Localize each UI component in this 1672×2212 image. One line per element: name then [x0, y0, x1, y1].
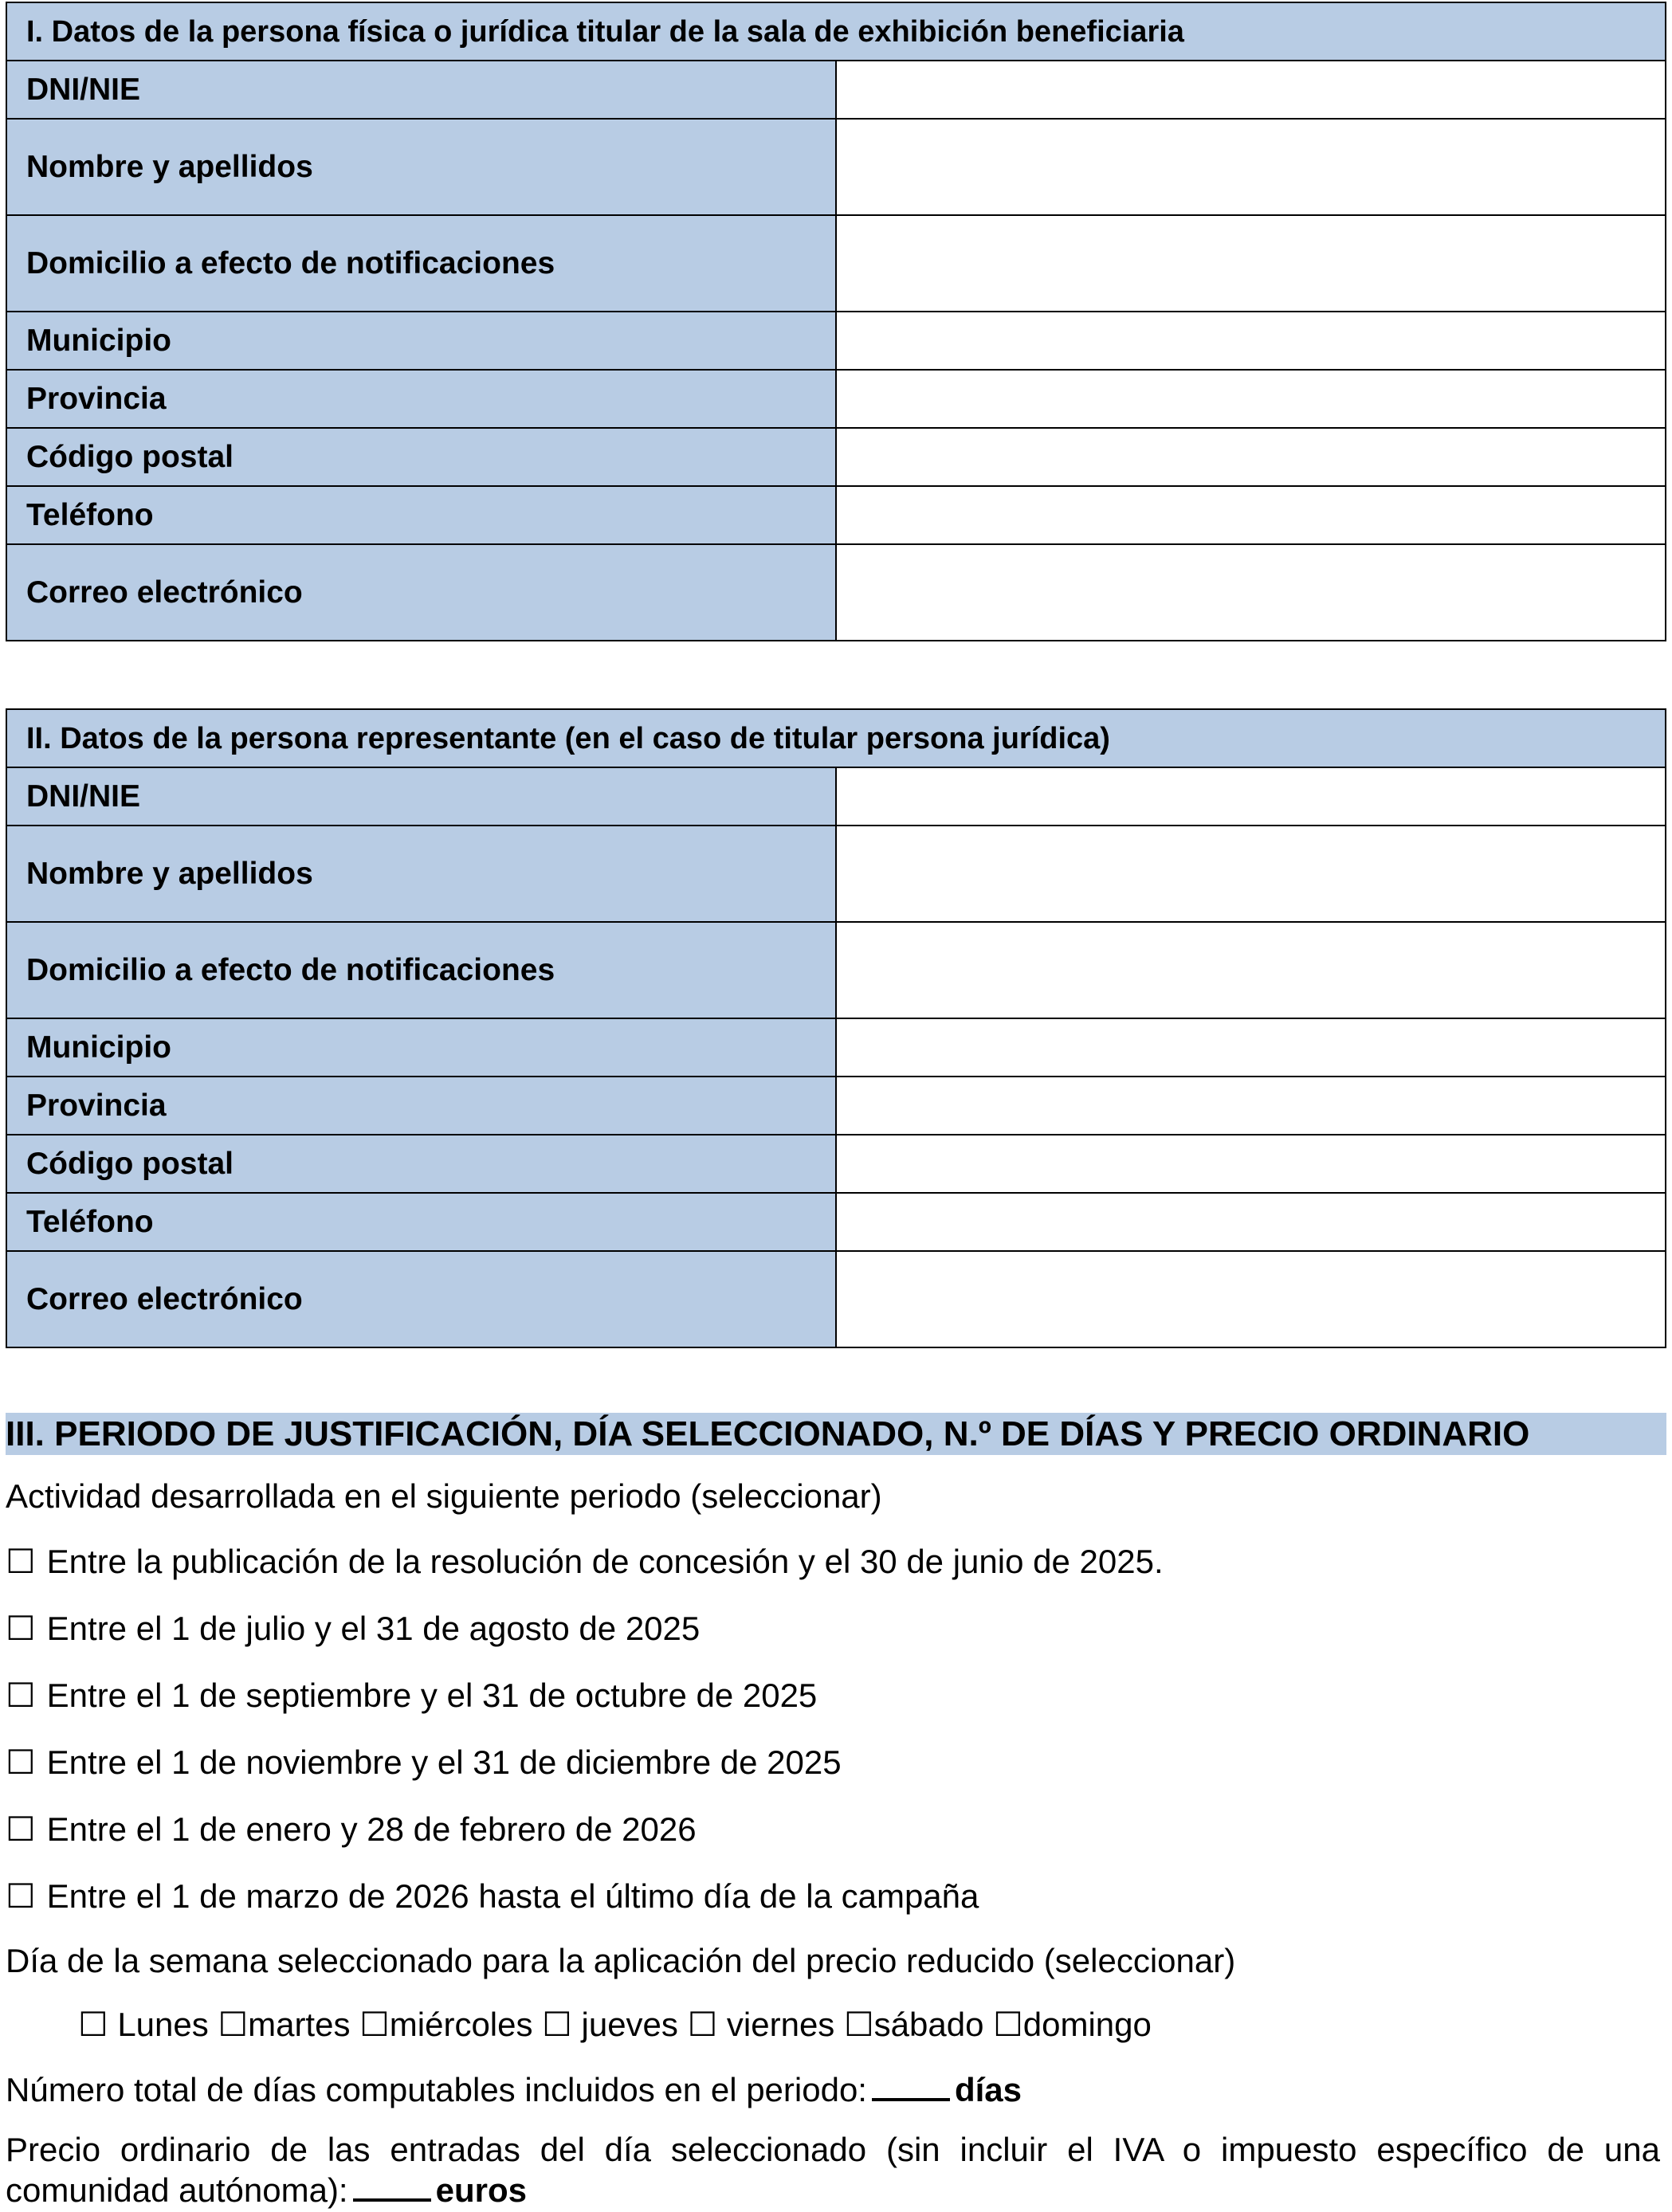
period-option-1[interactable]	[6, 1542, 1164, 1582]
checkbox-icon[interactable]: ☐	[6, 1877, 36, 1915]
period-option-label: Entre el 1 de noviembre y el 31 de diciembre de 2025	[46, 1743, 842, 1781]
period-option-6[interactable]	[6, 1877, 979, 1916]
checkbox-icon[interactable]: ☐	[843, 2006, 874, 2043]
s2-label-address: Domicilio a efecto de notificaciones	[6, 922, 836, 1018]
s1-label-phone: Teléfono	[6, 486, 836, 544]
checkbox-icon[interactable]: ☐	[78, 2006, 108, 2043]
total-days-blank[interactable]	[872, 2069, 950, 2101]
day-option-lunes[interactable]	[78, 2006, 209, 2043]
total-days-line	[6, 2069, 1022, 2110]
s2-address-field[interactable]	[836, 922, 1666, 1018]
s1-label-name: Nombre y apellidos	[6, 119, 836, 215]
total-days-label: Número total de días computables incluidos en el periodo:	[6, 2071, 867, 2108]
checkbox-icon[interactable]: ☐	[687, 2006, 718, 2043]
checkbox-icon[interactable]: ☐	[542, 2006, 572, 2043]
period-option-2[interactable]	[6, 1609, 700, 1649]
day-option-domingo[interactable]	[993, 2006, 1152, 2043]
price-blank[interactable]	[353, 2170, 431, 2202]
day-label: viernes	[726, 2006, 835, 2043]
day-label: martes	[248, 2006, 351, 2043]
day-label: jueves	[581, 2006, 678, 2043]
price-unit: euros	[435, 2171, 527, 2209]
s2-label-name: Nombre y apellidos	[6, 826, 836, 922]
checkbox-icon[interactable]: ☐	[6, 1810, 36, 1848]
s2-postal-field[interactable]	[836, 1135, 1666, 1193]
s1-label-municipality: Municipio	[6, 312, 836, 370]
s1-label-address: Domicilio a efecto de notificaciones	[6, 215, 836, 312]
s1-email-field[interactable]	[836, 544, 1666, 641]
s2-label-municipality: Municipio	[6, 1018, 836, 1077]
s2-label-dni: DNI/NIE	[6, 767, 836, 826]
s2-province-field[interactable]	[836, 1077, 1666, 1135]
section2-table	[6, 708, 1666, 1348]
period-option-5[interactable]	[6, 1810, 697, 1849]
period-option-label: Entre el 1 de enero y 28 de febrero de 2026	[46, 1810, 697, 1848]
day-option-miercoles[interactable]	[359, 2006, 532, 2043]
s2-dni-field[interactable]	[836, 767, 1666, 826]
section1-table	[6, 2, 1666, 641]
s2-email-field[interactable]	[836, 1251, 1666, 1347]
period-option-label: Entre la publicación de la resolución de concesión y el 30 de junio de 2025.	[46, 1543, 1164, 1580]
checkbox-icon[interactable]: ☐	[359, 2006, 390, 2043]
period-option-4[interactable]	[6, 1743, 842, 1783]
s1-label-dni: DNI/NIE	[6, 61, 836, 119]
s1-dni-field[interactable]	[836, 61, 1666, 119]
s1-label-province: Provincia	[6, 370, 836, 428]
s1-phone-field[interactable]	[836, 486, 1666, 544]
section3-title: III. PERIODO DE JUSTIFICACIÓN, DÍA SELECCIONADO, N.º DE DÍAS Y PRECIO ORDINARIO	[6, 1413, 1666, 1455]
section2-title: II. Datos de la persona representante (en el caso de titular persona jurídica)	[6, 709, 1666, 767]
checkbox-icon[interactable]: ☐	[218, 2006, 249, 2043]
section1-title: I. Datos de la persona física o jurídica titular de la sala de exhibición beneficiaria	[6, 2, 1666, 61]
day-label: sábado	[873, 2006, 984, 2043]
period-option-label: Entre el 1 de julio y el 31 de agosto de 2025	[46, 1610, 701, 1647]
day-label: domingo	[1022, 2006, 1152, 2043]
day-intro: Día de la semana seleccionado para la aplicación del precio reducido (seleccionar)	[6, 1942, 1236, 1979]
checkbox-icon[interactable]: ☐	[993, 2006, 1023, 2043]
period-intro: Actividad desarrollada en el siguiente periodo (seleccionar)	[6, 1477, 882, 1515]
day-options	[78, 2005, 1152, 2045]
day-option-sabado[interactable]	[844, 2006, 983, 2043]
period-option-label: Entre el 1 de septiembre y el 31 de octubre de 2025	[46, 1677, 818, 1714]
period-option-3[interactable]	[6, 1676, 817, 1716]
s1-label-email: Correo electrónico	[6, 544, 836, 641]
price-paragraph	[6, 2130, 1660, 2210]
total-days-unit: días	[954, 2071, 1022, 2108]
checkbox-icon[interactable]: ☐	[6, 1543, 36, 1580]
day-label: miércoles	[389, 2006, 533, 2043]
s2-label-email: Correo electrónico	[6, 1251, 836, 1347]
s2-phone-field[interactable]	[836, 1193, 1666, 1251]
s2-label-province: Provincia	[6, 1077, 836, 1135]
s1-address-field[interactable]	[836, 215, 1666, 312]
day-option-jueves[interactable]	[542, 2006, 678, 2043]
s1-postal-field[interactable]	[836, 428, 1666, 486]
period-option-label: Entre el 1 de marzo de 2026 hasta el último día de la campaña	[46, 1877, 979, 1915]
s1-label-postal: Código postal	[6, 428, 836, 486]
checkbox-icon[interactable]: ☐	[6, 1610, 36, 1647]
s2-label-phone: Teléfono	[6, 1193, 836, 1251]
s1-municipality-field[interactable]	[836, 312, 1666, 370]
day-option-viernes[interactable]	[688, 2006, 835, 2043]
checkbox-icon[interactable]: ☐	[6, 1743, 36, 1781]
day-label: Lunes	[117, 2006, 209, 2043]
day-option-martes[interactable]	[218, 2006, 350, 2043]
s1-name-field[interactable]	[836, 119, 1666, 215]
s2-municipality-field[interactable]	[836, 1018, 1666, 1077]
checkbox-icon[interactable]: ☐	[6, 1677, 36, 1714]
s1-province-field[interactable]	[836, 370, 1666, 428]
s2-label-postal: Código postal	[6, 1135, 836, 1193]
price-line2	[6, 2170, 1660, 2210]
s2-name-field[interactable]	[836, 826, 1666, 922]
price-label-line2: comunidad autónoma):	[6, 2171, 348, 2209]
price-label-line1: Precio ordinario de las entradas del día seleccionado (sin incluir el IVA o impuesto específico de una	[6, 2131, 1660, 2168]
